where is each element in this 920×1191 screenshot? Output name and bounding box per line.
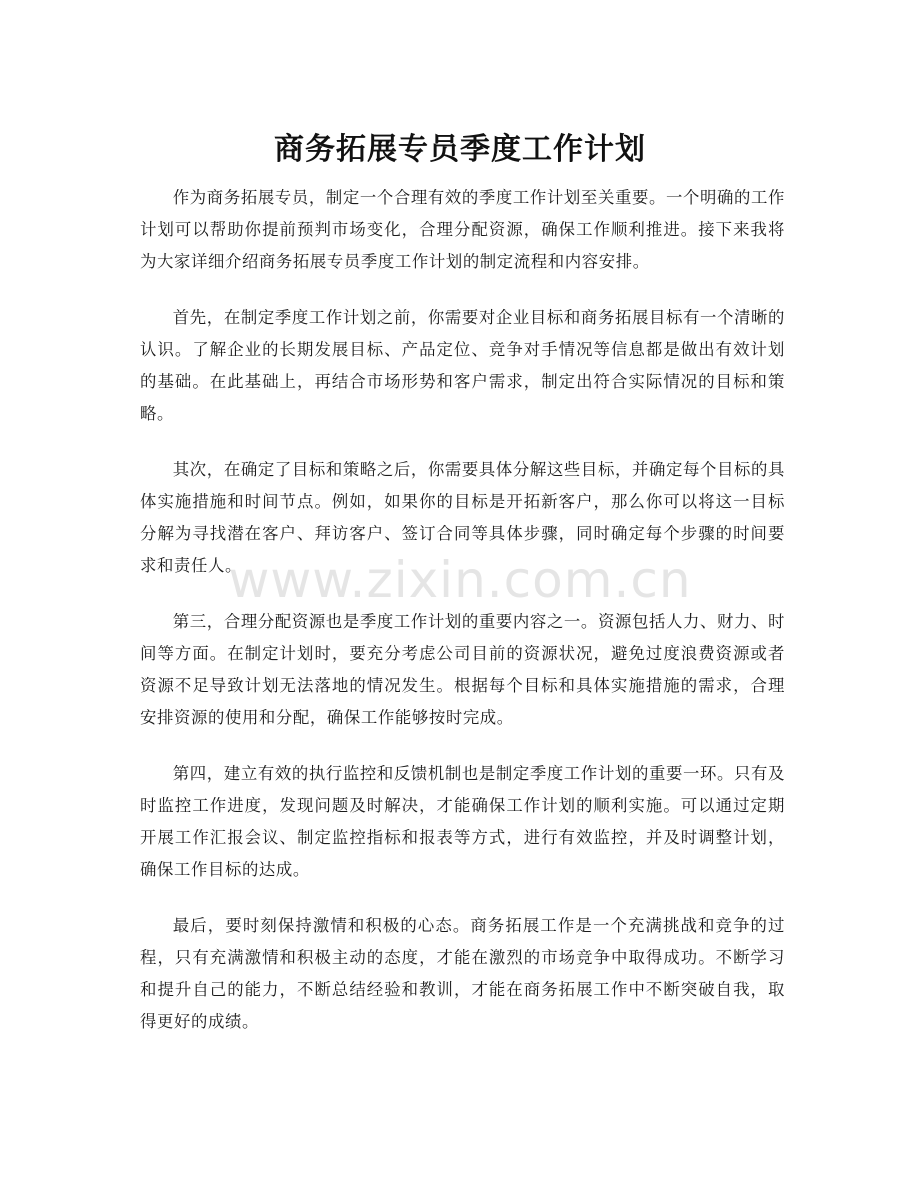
watermark: www.zixin.com.cn [228,551,692,609]
paragraph-second: 其次，在确定了目标和策略之后，你需要具体分解这些目标，并确定每个目标的具体实施措施和时间节点。例如，如果你的目标是开拓新客户，那么你可以将这一目标分解为寻找潜在客户、拜访客户、签订合同等具体步骤，同时确定每个步骤的时间要求和责任人。 [140,460,785,575]
paragraph-third: 第三，合理分配资源也是季度工作计划的重要内容之一。资源包括人力、财力、时间等方面。在制定计划时，要充分考虑公司目前的资源状况，避免过度浪费资源或者资源不足导致计划无法落地的情况发生。根据每个目标和具体实施措施的需求，合理安排资源的使用和分配，确保工作能够按时完成。 [140,612,785,727]
paragraph-last: 最后，要时刻保持激情和积极的心态。商务拓展工作是一个充满挑战和竞争的过程，只有充满激情和积极主动的态度，才能在激烈的市场竞争中取得成功。不断学习和提升自己的能力，不断总结经验和教训，才能在商务拓展工作中不断突破自我，取得更好的成绩。 [140,916,785,1031]
paragraph-fourth: 第四，建立有效的执行监控和反馈机制也是制定季度工作计划的重要一环。只有及时监控工作进度，发现问题及时解决，才能确保工作计划的顺利实施。可以通过定期开展工作汇报会议、制定监控指标和报表等方式，进行有效监控，并及时调整计划，确保工作目标的达成。 [140,764,785,879]
paragraph-first: 首先，在制定季度工作计划之前，你需要对企业目标和商务拓展目标有一个清晰的认识。了解企业的长期发展目标、产品定位、竞争对手情况等信息都是做出有效计划的基础。在此基础上，再结合市场形势和客户需求，制定出符合实际情况的目标和策略。 [140,308,785,423]
paragraph-intro: 作为商务拓展专员，制定一个合理有效的季度工作计划至关重要。一个明确的工作计划可以帮助你提前预判市场变化，合理分配资源，确保工作顺利推进。接下来我将为大家详细介绍商务拓展专员季度工作计划的制定流程和内容安排。 [140,188,785,271]
document-body [140,182,785,1062]
document-title: 商务拓展专员季度工作计划 [274,132,646,168]
